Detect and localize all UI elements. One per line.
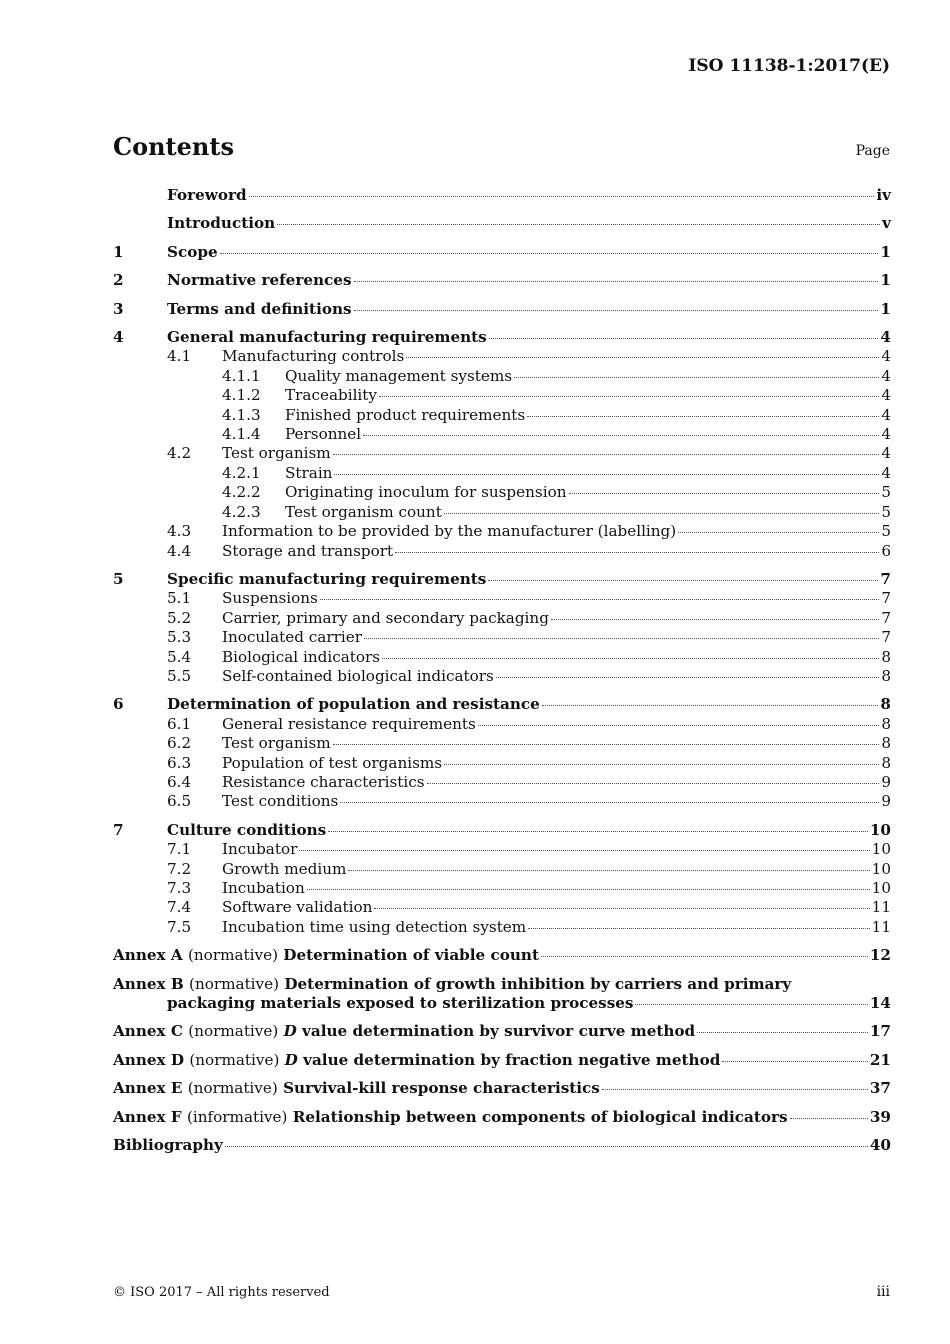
dot-leader: [527, 416, 879, 417]
dot-leader: [602, 1089, 868, 1090]
toc-entry[interactable]: [113, 628, 891, 647]
toc-entry[interactable]: [113, 425, 891, 444]
toc-entry-title: Quality management systems: [285, 366, 513, 385]
toc-entry-page: 40: [869, 1136, 891, 1155]
annex-title: Determination of viable count: [283, 946, 539, 965]
dot-leader: [363, 435, 879, 436]
toc-entry-page: 8: [881, 666, 891, 685]
dot-leader: [488, 580, 878, 581]
annex-title-symbol: D: [283, 1022, 297, 1041]
annex-status: (informative): [186, 1107, 288, 1126]
toc-entry-title: Traceability: [285, 386, 377, 405]
toc-entry-number: 6.4: [167, 772, 192, 791]
toc-entry[interactable]: [113, 879, 891, 898]
toc-entry-page: 21: [869, 1050, 891, 1069]
toc-entry[interactable]: [113, 542, 891, 561]
toc-entry-number: 1: [113, 242, 124, 261]
annex-title: Survival-kill response characteristics: [283, 1079, 600, 1098]
toc-entry-title: Manufacturing controls: [222, 347, 405, 366]
toc-entry-page: 11: [871, 917, 891, 936]
toc-entry-title: Originating inoculum for suspension: [285, 483, 567, 502]
annex-label: Annex E: [113, 1079, 183, 1098]
toc-entry-page: 37: [869, 1079, 891, 1098]
dot-leader: [249, 196, 875, 197]
toc-entry-number: 6: [113, 695, 124, 714]
toc-entry-page: 5: [881, 502, 891, 521]
dot-leader: [333, 744, 880, 745]
toc-entry-page: 4: [881, 347, 891, 366]
toc-entry-title: Suspensions: [222, 589, 318, 608]
annex-label: Annex B: [113, 974, 184, 993]
dot-leader: [427, 783, 880, 784]
annex-status: (normative): [187, 946, 278, 965]
toc-entry-title: Incubator: [222, 840, 298, 859]
annex-label: Annex A: [113, 946, 183, 965]
toc-entry-title: Bibliography: [113, 1136, 223, 1155]
toc-entry-title: Test organism: [222, 734, 331, 753]
toc-entry[interactable]: [113, 918, 891, 937]
toc-entry[interactable]: [113, 860, 891, 879]
toc-entry[interactable]: [113, 214, 891, 233]
toc-annex-entry[interactable]: [113, 1079, 891, 1098]
toc-entry-title: Strain: [285, 463, 333, 482]
toc-entry-title: Test conditions: [222, 792, 339, 811]
toc-entry-number: 6.2: [167, 734, 192, 753]
toc-annex-entry[interactable]: [113, 975, 891, 1014]
toc-entry-title: Foreword: [167, 186, 247, 204]
toc-entry[interactable]: [113, 386, 891, 405]
toc-entry-title: Test organism: [222, 444, 331, 463]
toc-entry[interactable]: [113, 570, 891, 589]
toc-entry-page: 8: [881, 647, 891, 666]
annex-status: (normative): [189, 974, 280, 993]
annex-heading: [113, 1108, 788, 1127]
toc-entry[interactable]: [113, 367, 891, 386]
toc-entry-page: 4: [880, 328, 891, 347]
toc-entry-page: 7: [881, 628, 891, 647]
toc-entry-number: 4.1.1: [222, 366, 261, 385]
toc-entry-number: 5: [113, 569, 124, 588]
dot-leader: [277, 224, 880, 225]
toc-entry-page: 8: [880, 695, 891, 714]
dot-leader: [382, 658, 879, 659]
toc-entry[interactable]: [113, 773, 891, 792]
toc-entry-page: 7: [880, 569, 891, 588]
toc-entry-number: 4.2.2: [222, 483, 261, 502]
dot-leader: [444, 764, 879, 765]
toc-entry-number: 5.5: [167, 666, 192, 685]
toc-entry-title: Normative references: [167, 271, 352, 290]
annex-title-symbol: D: [284, 1050, 298, 1069]
toc-entry-page: 6: [881, 541, 891, 560]
toc-entry-number: 7.5: [167, 917, 192, 936]
toc-entry[interactable]: [113, 715, 891, 734]
toc-entry-number: 4.1.3: [222, 405, 261, 424]
toc-entry-title: Self-contained biological indicators: [222, 666, 494, 685]
annex-label: Annex D: [113, 1050, 185, 1069]
toc-annex-entry[interactable]: [113, 1051, 891, 1070]
dot-leader: [328, 831, 868, 832]
toc-entry-page: v: [882, 214, 891, 233]
toc-entry[interactable]: [113, 821, 891, 840]
dot-leader: [340, 802, 879, 803]
toc-entry-title: Introduction: [167, 214, 276, 233]
toc-entry-number: 2: [113, 271, 124, 290]
toc-entry-title: Incubation: [222, 879, 305, 897]
toc-entry-page: 4: [881, 386, 891, 405]
toc-entry-page: 10: [871, 840, 891, 859]
annex-heading: [113, 1051, 720, 1070]
dot-leader: [333, 454, 880, 455]
dot-leader: [569, 493, 880, 494]
toc-entry-page: 1: [880, 271, 891, 290]
annex-status: (normative): [189, 1050, 280, 1069]
toc-entry-number: 4.3: [167, 522, 192, 541]
toc-entry-page: 7: [881, 589, 891, 608]
toc-entry-number: 5.3: [167, 628, 192, 647]
annex-title-continued: packaging materials exposed to sterilization processes: [167, 994, 634, 1013]
toc-entry-page: 10: [871, 859, 891, 878]
contents-heading: Contents: [113, 132, 234, 161]
toc-entry-title: Finished product requirements: [285, 405, 526, 424]
toc-entry-page: 5: [881, 522, 891, 541]
annex-label: Annex F: [113, 1107, 182, 1126]
dot-leader: [496, 677, 879, 678]
toc-entry-number: 5.4: [167, 647, 192, 666]
toc-entry-number: 5.2: [167, 608, 192, 627]
dot-leader: [528, 928, 869, 929]
toc-entry-page: 1: [880, 299, 891, 318]
toc-entry-number: 7.3: [167, 879, 192, 897]
toc-entry-number: 4.4: [167, 541, 192, 560]
dot-leader: [478, 725, 880, 726]
toc-entry-number: 4.1.4: [222, 425, 261, 444]
dot-leader: [354, 281, 879, 282]
copyright-notice: © ISO 2017 – All rights reserved: [113, 1285, 330, 1300]
page-number: iii: [876, 1284, 890, 1300]
toc-entry[interactable]: [113, 734, 891, 753]
toc-entry-page: 8: [881, 734, 891, 753]
toc-entry-number: 6.5: [167, 792, 192, 811]
toc-entry[interactable]: [113, 898, 891, 917]
toc-bibliography-entry[interactable]: [113, 1136, 891, 1155]
toc-entry[interactable]: [113, 503, 891, 522]
dot-leader: [790, 1118, 868, 1119]
dot-leader: [374, 908, 869, 909]
annex-label: Annex C: [113, 1022, 183, 1041]
dot-leader: [364, 638, 879, 639]
annex-title: value determination by fraction negative method: [297, 1050, 721, 1069]
toc-entry-title: Information to be provided by the manufacturer (labelling): [222, 522, 677, 541]
toc-entry-number: 7.4: [167, 898, 192, 917]
toc-entry[interactable]: [113, 695, 891, 714]
dot-leader: [348, 870, 869, 871]
toc-entry-page: 7: [881, 608, 891, 627]
toc-entry-page: 10: [871, 879, 891, 897]
toc-entry-page: 1: [880, 242, 891, 261]
toc-entry-title: Personnel: [285, 425, 362, 444]
toc-entry[interactable]: [113, 328, 891, 347]
toc-entry[interactable]: [113, 667, 891, 686]
toc-entry[interactable]: [113, 464, 891, 483]
dot-leader: [334, 474, 879, 475]
dot-leader: [307, 889, 870, 890]
toc-entry-title: Storage and transport: [222, 541, 394, 560]
annex-status: (normative): [187, 1079, 278, 1098]
toc-entry[interactable]: [113, 609, 891, 628]
toc-entry-title: Biological indicators: [222, 647, 381, 666]
toc-entry[interactable]: [113, 648, 891, 667]
toc-entry-number: 6.3: [167, 753, 192, 772]
dot-leader: [635, 1004, 867, 1005]
annex-heading: [113, 1022, 695, 1041]
dot-leader: [514, 377, 879, 378]
dot-leader: [541, 956, 868, 957]
annex-title: Relationship between components of biological indicators: [292, 1107, 788, 1126]
toc-entry-number: 4.1: [167, 347, 192, 366]
toc-entry-number: 7.1: [167, 840, 192, 859]
toc-entry-number: 7.2: [167, 859, 192, 878]
page-column-label: Page: [855, 143, 890, 159]
toc-entry-title: General manufacturing requirements: [167, 328, 487, 347]
toc-annex-entry[interactable]: [113, 946, 891, 965]
toc-entry-title: Population of test organisms: [222, 753, 443, 772]
dot-leader: [225, 1146, 868, 1147]
table-of-contents: [113, 186, 891, 1155]
toc-entry-title: Resistance characteristics: [222, 772, 425, 791]
dot-leader: [722, 1061, 868, 1062]
toc-entry-page: 8: [881, 753, 891, 772]
dot-leader: [299, 850, 869, 851]
toc-entry-number: 3: [113, 299, 124, 318]
toc-entry-title: Incubation time using detection system: [222, 917, 527, 936]
toc-entry-page: 4: [881, 463, 891, 482]
toc-entry-title: Inoculated carrier: [222, 628, 362, 647]
toc-entry-page: 4: [881, 405, 891, 424]
toc-entry-page: 5: [881, 483, 891, 502]
toc-entry[interactable]: [113, 186, 891, 205]
toc-entry-page: 4: [881, 425, 891, 444]
annex-title: value determination by survivor curve method: [296, 1022, 696, 1041]
toc-entry[interactable]: [113, 792, 891, 811]
toc-entry-page: 4: [881, 444, 891, 463]
toc-entry-title: Growth medium: [222, 859, 347, 878]
toc-entry-page: 9: [881, 772, 891, 791]
annex-heading: [113, 1079, 600, 1098]
toc-entry[interactable]: [113, 444, 891, 463]
toc-entry[interactable]: [113, 271, 891, 290]
toc-entry-number: 4.2.3: [222, 502, 261, 521]
dot-leader: [406, 357, 879, 358]
toc-entry-title: Terms and definitions: [167, 299, 352, 318]
annex-heading: [113, 946, 539, 965]
toc-entry-page: 11: [871, 898, 891, 917]
dot-leader: [320, 599, 879, 600]
toc-entry-title: Culture conditions: [167, 820, 327, 839]
toc-entry-number: 4: [113, 328, 124, 347]
toc-entry-page: 14: [869, 994, 891, 1013]
toc-entry[interactable]: [113, 300, 891, 319]
toc-entry-title: Carrier, primary and secondary packaging: [222, 608, 549, 627]
toc-entry-page: iv: [876, 186, 891, 204]
toc-entry[interactable]: [113, 840, 891, 859]
toc-entry-title: Specific manufacturing requirements: [167, 569, 487, 588]
toc-annex-entry[interactable]: [113, 1022, 891, 1041]
toc-entry-page: 39: [869, 1107, 891, 1126]
dot-leader: [542, 705, 879, 706]
toc-entry-number: 6.1: [167, 714, 192, 733]
toc-entry-page: 9: [881, 792, 891, 811]
toc-entry-title: Determination of population and resistance: [167, 695, 540, 714]
document-id: ISO 11138-1:2017(E): [688, 56, 890, 76]
toc-entry[interactable]: [113, 589, 891, 608]
toc-annex-entry[interactable]: [113, 1108, 891, 1127]
toc-entry-page: 8: [881, 714, 891, 733]
toc-entry-title: General resistance requirements: [222, 714, 476, 733]
toc-entry[interactable]: [113, 347, 891, 366]
toc-entry-title: Scope: [167, 242, 218, 261]
toc-entry-title: Test organism count: [285, 502, 442, 521]
toc-entry-number: 5.1: [167, 589, 192, 608]
toc-entry-page: 17: [869, 1022, 891, 1041]
annex-status: (normative): [188, 1022, 279, 1041]
toc-entry[interactable]: [113, 483, 891, 502]
toc-entry[interactable]: [113, 522, 891, 541]
toc-entry-page: 10: [869, 820, 891, 839]
dot-leader: [220, 253, 879, 254]
toc-entry-number: 4.2.1: [222, 463, 261, 482]
dot-leader: [551, 619, 879, 620]
toc-entry-page: 4: [881, 366, 891, 385]
dot-leader: [489, 338, 879, 339]
annex-title: Determination of growth inhibition by carriers and primary: [284, 974, 792, 993]
toc-entry-title: Software validation: [222, 898, 373, 917]
dot-leader: [354, 310, 879, 311]
toc-entry-page: 12: [869, 946, 891, 965]
dot-leader: [379, 396, 879, 397]
toc-entry-number: 4.1.2: [222, 386, 261, 405]
dot-leader: [697, 1032, 868, 1033]
dot-leader: [444, 513, 880, 514]
toc-entry[interactable]: [113, 754, 891, 773]
toc-entry-number: 7: [113, 820, 124, 839]
toc-entry-number: 4.2: [167, 444, 192, 463]
toc-entry[interactable]: [113, 406, 891, 425]
toc-entry[interactable]: [113, 243, 891, 262]
dot-leader: [395, 552, 879, 553]
dot-leader: [678, 532, 879, 533]
